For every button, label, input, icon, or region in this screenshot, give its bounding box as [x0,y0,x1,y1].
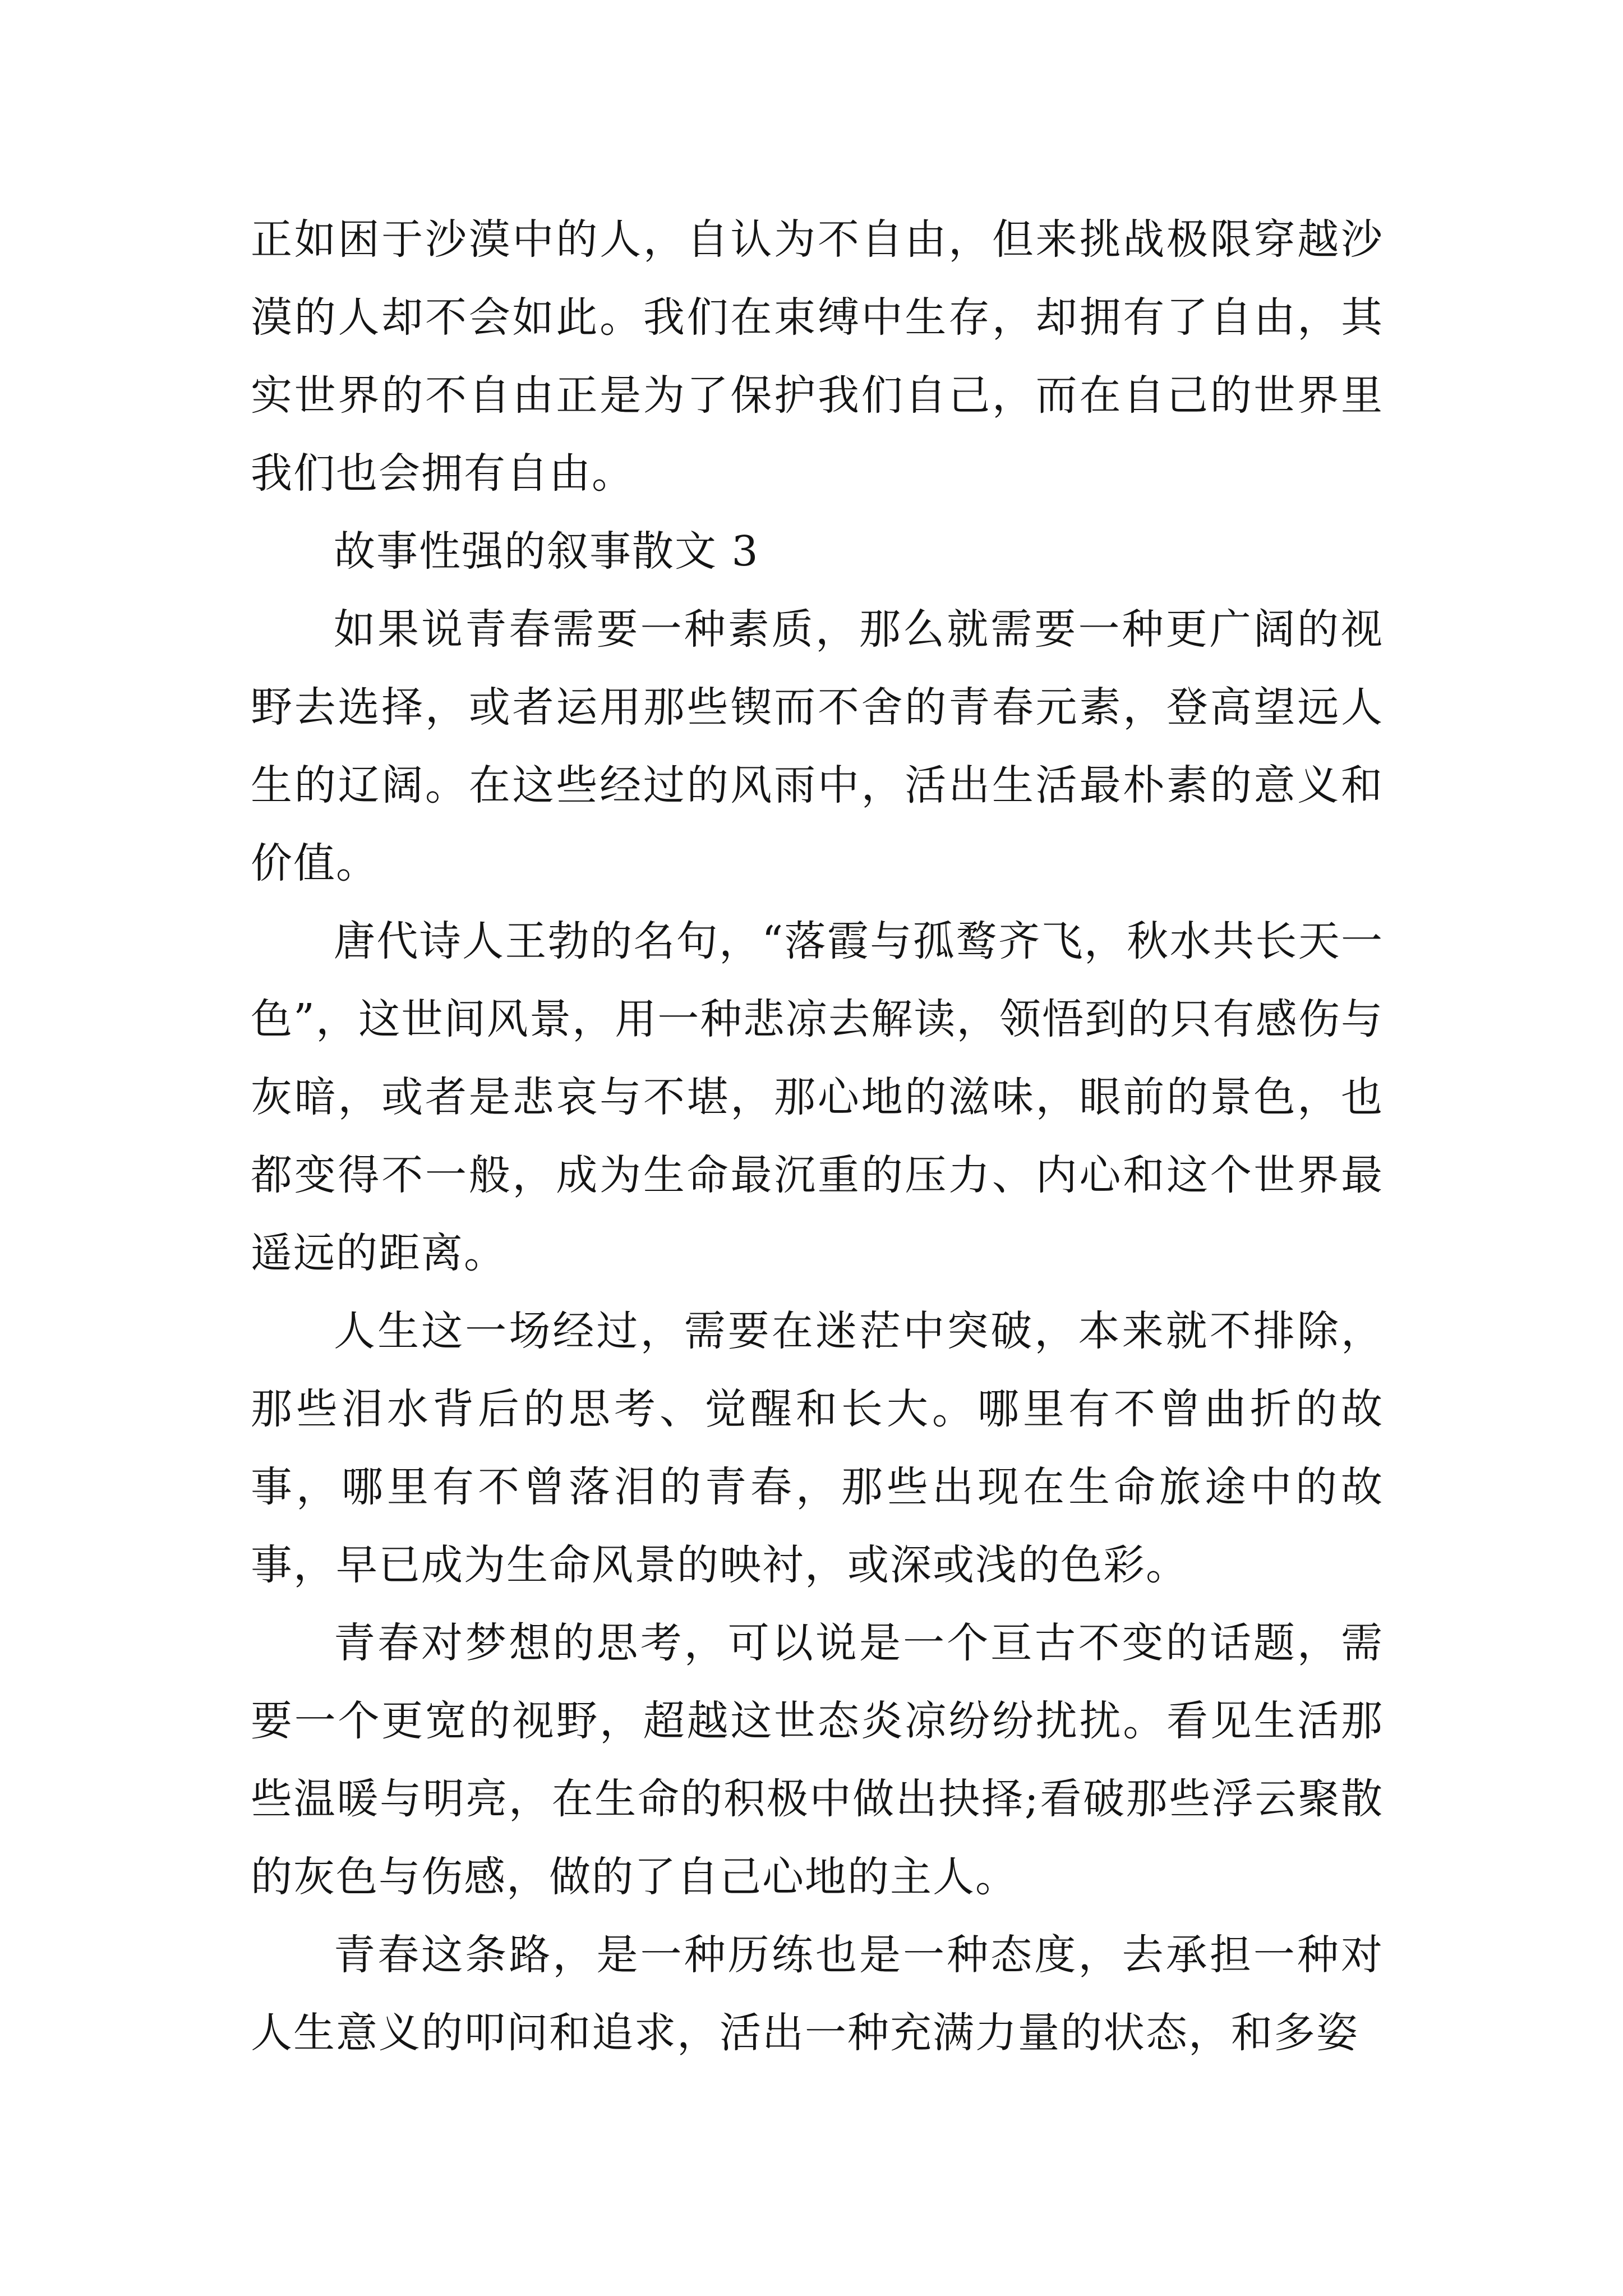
paragraph-5: 青春这条路，是一种历练也是一种态度，去承担一种对人生意义的叩问和追求，活出一种充满力量的状态，和多姿 [251,1931,1384,2057]
document-body [251,201,1384,2072]
paragraph-continued: 正如困于沙漠中的人，自认为不自由，但来挑战极限穿越沙漠的人却不会如此。我们在束缚中生存，却拥有了自由，其实世界的不自由正是为了保护我们自己，而在自己的世界里我们也会拥有自由。 [251,215,1384,498]
section-heading: 故事性强的叙事散文 3 [334,527,759,576]
paragraph-4: 青春对梦想的思考，可以说是一个亘古不变的话题，需要一个更宽的视野，超越这世态炎凉纷纷扰扰。看见生活那些温暖与明亮，在生命的积极中做出抉择;看破那些浮云聚散的灰色与伤感，做的了自己心地的主人。 [251,1619,1384,1901]
paragraph-1: 如果说青春需要一种素质，那么就需要一种更广阔的视野去选择，或者运用那些锲而不舍的青春元素，登高望远人生的辽阔。在这些经过的风雨中，活出生活最朴素的意义和价值。 [251,605,1384,887]
paragraph-3: 人生这一场经过，需要在迷茫中突破，本来就不排除，那些泪水背后的思考、觉醒和长大。哪里有不曾曲折的故事，哪里有不曾落泪的青春，那些出现在生命旅途中的故事，早已成为生命风景的映衬，或深或浅的色彩。 [251,1307,1384,1589]
paragraph-2: 唐代诗人王勃的名句，“落霞与孤鹜齐飞，秋水共长天一色”，这世间风景，用一种悲凉去解读，领悟到的只有感伤与灰暗，或者是悲哀与不堪，那心地的滋味，眼前的景色，也都变得不一般，成为生命最沉重的压力、内心和这个世界最遥远的距离。 [251,917,1384,1277]
